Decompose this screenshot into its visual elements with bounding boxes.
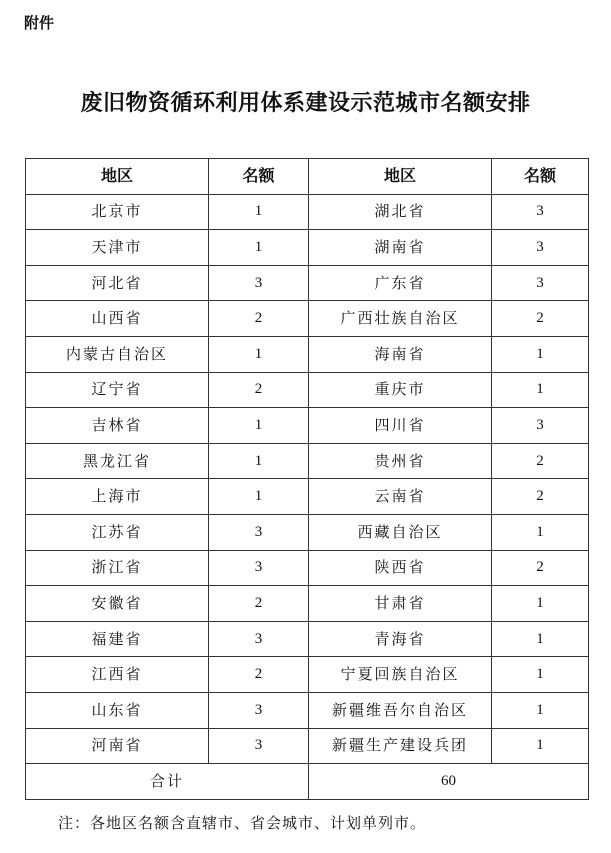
table-body bbox=[26, 194, 589, 764]
cell-quota-right: 2 bbox=[492, 550, 589, 586]
cell-quota-left: 3 bbox=[209, 514, 309, 550]
header-region-left: 地区 bbox=[26, 159, 209, 195]
cell-region-left: 江西省 bbox=[26, 657, 209, 693]
cell-region-right: 云南省 bbox=[309, 479, 492, 515]
cell-region-right: 湖北省 bbox=[309, 194, 492, 230]
table-row bbox=[26, 657, 589, 693]
cell-quota-left: 1 bbox=[209, 479, 309, 515]
table-row bbox=[26, 728, 589, 764]
cell-region-right: 重庆市 bbox=[309, 372, 492, 408]
total-value: 60 bbox=[309, 764, 589, 800]
table-row bbox=[26, 301, 589, 337]
cell-region-right: 贵州省 bbox=[309, 443, 492, 479]
cell-region-left: 北京市 bbox=[26, 194, 209, 230]
cell-region-left: 河北省 bbox=[26, 265, 209, 301]
table-row bbox=[26, 194, 589, 230]
cell-quota-left: 1 bbox=[209, 194, 309, 230]
cell-quota-right: 2 bbox=[492, 479, 589, 515]
cell-quota-right: 1 bbox=[492, 586, 589, 622]
cell-region-left: 山东省 bbox=[26, 692, 209, 728]
page-title: 废旧物资循环利用体系建设示范城市名额安排 bbox=[80, 91, 531, 116]
cell-region-right: 海南省 bbox=[309, 336, 492, 372]
cell-quota-right: 1 bbox=[492, 657, 589, 693]
cell-region-right: 西藏自治区 bbox=[309, 514, 492, 550]
cell-quota-left: 1 bbox=[209, 230, 309, 266]
table-row bbox=[26, 514, 589, 550]
table-row bbox=[26, 692, 589, 728]
table-row bbox=[26, 336, 589, 372]
table-row bbox=[26, 550, 589, 586]
cell-region-left: 上海市 bbox=[26, 479, 209, 515]
cell-region-left: 黑龙江省 bbox=[26, 443, 209, 479]
cell-quota-left: 2 bbox=[209, 372, 309, 408]
cell-quota-right: 1 bbox=[492, 372, 589, 408]
cell-quota-right: 1 bbox=[492, 728, 589, 764]
cell-region-right: 广东省 bbox=[309, 265, 492, 301]
cell-quota-left: 1 bbox=[209, 443, 309, 479]
cell-region-right: 湖南省 bbox=[309, 230, 492, 266]
cell-quota-right: 1 bbox=[492, 514, 589, 550]
cell-quota-left: 3 bbox=[209, 692, 309, 728]
cell-quota-left: 2 bbox=[209, 657, 309, 693]
cell-region-right: 新疆生产建设兵团 bbox=[309, 728, 492, 764]
cell-quota-left: 2 bbox=[209, 301, 309, 337]
table-row bbox=[26, 479, 589, 515]
header-region-right: 地区 bbox=[309, 159, 492, 195]
cell-quota-left: 3 bbox=[209, 265, 309, 301]
cell-quota-right: 1 bbox=[492, 336, 589, 372]
cell-quota-right: 3 bbox=[492, 265, 589, 301]
table-row bbox=[26, 443, 589, 479]
cell-region-right: 陕西省 bbox=[309, 550, 492, 586]
header-quota-right: 名额 bbox=[492, 159, 589, 195]
cell-region-left: 天津市 bbox=[26, 230, 209, 266]
cell-region-right: 甘肃省 bbox=[309, 586, 492, 622]
cell-quota-right: 3 bbox=[492, 408, 589, 444]
cell-region-left: 山西省 bbox=[26, 301, 209, 337]
cell-region-right: 新疆维吾尔自治区 bbox=[309, 692, 492, 728]
table-header-row bbox=[26, 159, 589, 195]
table-row bbox=[26, 408, 589, 444]
table-row bbox=[26, 230, 589, 266]
cell-region-left: 内蒙古自治区 bbox=[26, 336, 209, 372]
cell-quota-right: 3 bbox=[492, 194, 589, 230]
cell-quota-right: 2 bbox=[492, 301, 589, 337]
cell-quota-right: 2 bbox=[492, 443, 589, 479]
total-label: 合计 bbox=[26, 764, 309, 800]
cell-quota-left: 1 bbox=[209, 336, 309, 372]
footnote: 注：各地区名额含直辖市、省会城市、计划单列市。 bbox=[58, 814, 427, 832]
cell-region-left: 河南省 bbox=[26, 728, 209, 764]
cell-region-left: 辽宁省 bbox=[26, 372, 209, 408]
cell-quota-right: 1 bbox=[492, 692, 589, 728]
cell-region-right: 广西壮族自治区 bbox=[309, 301, 492, 337]
cell-quota-right: 1 bbox=[492, 621, 589, 657]
cell-quota-left: 3 bbox=[209, 621, 309, 657]
table-row bbox=[26, 586, 589, 622]
header-quota-left: 名额 bbox=[209, 159, 309, 195]
cell-quota-left: 1 bbox=[209, 408, 309, 444]
table-row bbox=[26, 621, 589, 657]
cell-region-right: 宁夏回族自治区 bbox=[309, 657, 492, 693]
total-row bbox=[26, 764, 589, 800]
attachment-label: 附件 bbox=[24, 14, 55, 32]
table-row bbox=[26, 372, 589, 408]
cell-region-left: 福建省 bbox=[26, 621, 209, 657]
cell-quota-left: 3 bbox=[209, 728, 309, 764]
cell-quota-right: 3 bbox=[492, 230, 589, 266]
cell-region-left: 浙江省 bbox=[26, 550, 209, 586]
cell-region-left: 安徽省 bbox=[26, 586, 209, 622]
cell-region-right: 四川省 bbox=[309, 408, 492, 444]
quota-table bbox=[25, 158, 589, 800]
table-row bbox=[26, 265, 589, 301]
cell-quota-left: 3 bbox=[209, 550, 309, 586]
cell-region-left: 吉林省 bbox=[26, 408, 209, 444]
cell-region-right: 青海省 bbox=[309, 621, 492, 657]
cell-region-left: 江苏省 bbox=[26, 514, 209, 550]
cell-quota-left: 2 bbox=[209, 586, 309, 622]
